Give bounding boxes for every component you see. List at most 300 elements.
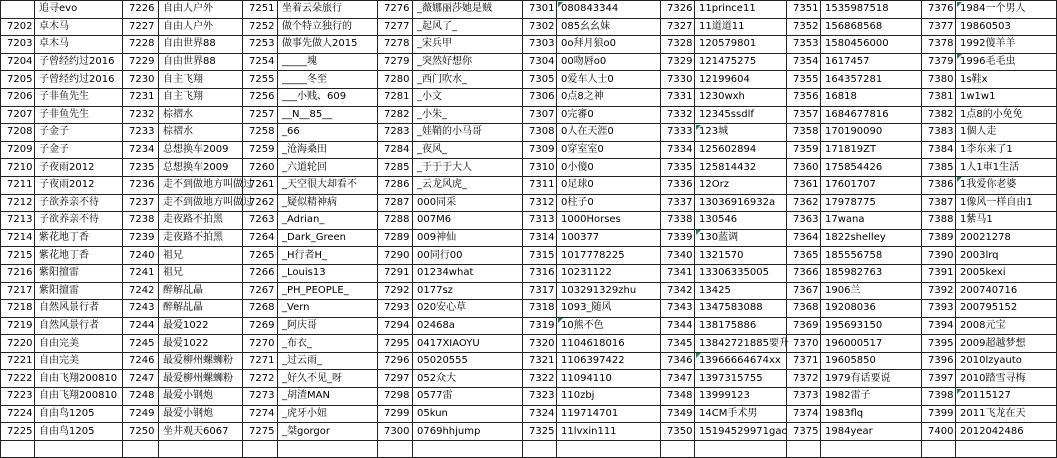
id-cell[interactable]: 7212 xyxy=(1,194,35,212)
id-cell[interactable]: 7307 xyxy=(523,106,557,124)
id-cell[interactable]: 7231 xyxy=(123,88,159,106)
username-cell[interactable]: 2010踏雪寻梅 xyxy=(956,370,1057,388)
username-cell[interactable]: 15194529971gao xyxy=(695,423,787,441)
username-cell[interactable]: 196000517 xyxy=(821,335,922,353)
username-cell[interactable]: 棕褶水 xyxy=(159,124,243,142)
username-cell[interactable]: _夜风_ xyxy=(413,141,523,159)
username-cell[interactable]: _六道轮回 xyxy=(278,159,378,177)
id-cell[interactable]: 7319 xyxy=(523,317,557,335)
id-cell[interactable]: 7280 xyxy=(378,71,413,89)
username-cell[interactable]: 紫花地丁香 xyxy=(35,229,123,247)
id-cell[interactable]: 7311 xyxy=(523,176,557,194)
username-cell[interactable]: _起风了_ xyxy=(413,18,523,36)
username-cell[interactable]: 00吻唇o0 xyxy=(557,53,661,71)
username-cell[interactable]: 185982763 xyxy=(821,264,922,282)
id-cell[interactable]: 7277 xyxy=(378,18,413,36)
id-cell[interactable]: 7313 xyxy=(523,212,557,230)
username-cell[interactable]: 1106397422 xyxy=(557,352,661,370)
id-cell[interactable]: 7248 xyxy=(123,388,159,406)
id-cell[interactable]: 7329 xyxy=(661,53,695,71)
id-cell[interactable]: 7209 xyxy=(1,141,35,159)
username-cell[interactable]: 13842721885要升 xyxy=(695,335,787,353)
id-cell[interactable]: 7214 xyxy=(1,229,35,247)
id-cell[interactable]: 7293 xyxy=(378,300,413,318)
username-cell[interactable]: 130546 xyxy=(695,212,787,230)
username-cell[interactable]: 13966664674xx xyxy=(695,352,787,370)
username-cell[interactable]: _Vern xyxy=(278,300,378,318)
username-cell[interactable]: 自由人户外 xyxy=(159,18,243,36)
id-cell[interactable] xyxy=(922,440,956,458)
id-cell[interactable]: 7240 xyxy=(123,247,159,265)
username-cell[interactable]: 0柱子0 xyxy=(557,194,661,212)
username-cell[interactable]: 16818 xyxy=(821,88,922,106)
username-cell[interactable]: 009神仙 xyxy=(413,229,523,247)
id-cell[interactable]: 7372 xyxy=(787,370,821,388)
username-cell[interactable]: 自由完美 xyxy=(35,335,123,353)
id-cell[interactable] xyxy=(378,440,413,458)
username-cell[interactable]: 1535987518 xyxy=(821,1,922,19)
username-cell[interactable]: 2003lrq xyxy=(956,247,1057,265)
id-cell[interactable]: 7281 xyxy=(378,88,413,106)
username-cell[interactable]: 走夜路不拍黑 xyxy=(159,212,243,230)
username-cell[interactable]: 1紫马1 xyxy=(956,212,1057,230)
id-cell[interactable]: 7206 xyxy=(1,88,35,106)
username-cell[interactable]: 13999123 xyxy=(695,388,787,406)
id-cell[interactable]: 7272 xyxy=(243,370,278,388)
id-cell[interactable]: 7359 xyxy=(787,141,821,159)
id-cell[interactable]: 7213 xyxy=(1,212,35,230)
username-cell[interactable]: 12199604 xyxy=(695,71,787,89)
username-cell[interactable]: 走不到做地方叫做过 xyxy=(159,176,243,194)
username-cell[interactable]: 子金子 xyxy=(35,141,123,159)
id-cell[interactable]: 7243 xyxy=(123,300,159,318)
id-cell[interactable]: 7335 xyxy=(661,159,695,177)
id-cell[interactable]: 7253 xyxy=(243,36,278,54)
id-cell[interactable]: 7296 xyxy=(378,352,413,370)
username-cell[interactable]: 10231122 xyxy=(557,264,661,282)
id-cell[interactable]: 7396 xyxy=(922,352,956,370)
id-cell[interactable]: 7395 xyxy=(922,335,956,353)
username-cell[interactable]: 紫花地丁香 xyxy=(35,247,123,265)
username-cell[interactable]: 123城 xyxy=(695,124,787,142)
username-cell[interactable]: _桀gorgor xyxy=(278,423,378,441)
username-cell[interactable] xyxy=(413,440,523,458)
username-cell[interactable]: _____塊 xyxy=(278,53,378,71)
username-cell[interactable]: _____冬至 xyxy=(278,71,378,89)
username-cell[interactable]: 自然风景行者 xyxy=(35,300,123,318)
username-cell[interactable]: 00同行00 xyxy=(413,247,523,265)
id-cell[interactable]: 7340 xyxy=(661,247,695,265)
id-cell[interactable]: 7229 xyxy=(123,53,159,71)
username-cell[interactable]: 13306335005 xyxy=(695,264,787,282)
username-cell[interactable]: 子曾经约过2016 xyxy=(35,71,123,89)
id-cell[interactable]: 7367 xyxy=(787,282,821,300)
username-cell[interactable]: 卓木马 xyxy=(35,18,123,36)
id-cell[interactable]: 7261 xyxy=(243,176,278,194)
id-cell[interactable]: 7294 xyxy=(378,317,413,335)
id-cell[interactable]: 7376 xyxy=(922,1,956,19)
username-cell[interactable]: 130蓝调 xyxy=(695,229,787,247)
username-cell[interactable]: 做个特立独行的 xyxy=(278,18,378,36)
id-cell[interactable]: 7389 xyxy=(922,229,956,247)
username-cell[interactable]: 1906兰 xyxy=(821,282,922,300)
username-cell[interactable]: _布衣_ xyxy=(278,335,378,353)
id-cell[interactable]: 7295 xyxy=(378,335,413,353)
id-cell[interactable]: 7260 xyxy=(243,159,278,177)
id-cell[interactable]: 7220 xyxy=(1,335,35,353)
id-cell[interactable]: 7284 xyxy=(378,141,413,159)
id-cell[interactable]: 7384 xyxy=(922,141,956,159)
id-cell[interactable]: 7287 xyxy=(378,194,413,212)
id-cell[interactable]: 7290 xyxy=(378,247,413,265)
username-cell[interactable]: 自由完美 xyxy=(35,352,123,370)
username-cell[interactable]: 最爱小钢炮 xyxy=(159,405,243,423)
username-cell[interactable]: 0577雷 xyxy=(413,388,523,406)
id-cell[interactable]: 7258 xyxy=(243,124,278,142)
id-cell[interactable]: 7369 xyxy=(787,317,821,335)
id-cell[interactable]: 7358 xyxy=(787,124,821,142)
id-cell[interactable]: 7302 xyxy=(523,18,557,36)
username-cell[interactable]: _娃鞘的小马哥 xyxy=(413,124,523,142)
id-cell[interactable]: 7398 xyxy=(922,388,956,406)
id-cell[interactable]: 7317 xyxy=(523,282,557,300)
username-cell[interactable]: 120579801 xyxy=(695,36,787,54)
username-cell[interactable]: 11道道11 xyxy=(695,18,787,36)
username-cell[interactable]: 1我爱你老婆 xyxy=(956,176,1057,194)
username-cell[interactable]: _虎牙小妞 xyxy=(278,405,378,423)
username-cell[interactable]: 1321570 xyxy=(695,247,787,265)
username-cell[interactable]: 紫阳擅雷 xyxy=(35,264,123,282)
id-cell[interactable]: 7341 xyxy=(661,264,695,282)
username-cell[interactable]: 1230wxh xyxy=(695,88,787,106)
id-cell[interactable]: 7249 xyxy=(123,405,159,423)
username-cell[interactable]: 1822shelley xyxy=(821,229,922,247)
id-cell[interactable]: 7331 xyxy=(661,88,695,106)
username-cell[interactable]: _宋兵甲 xyxy=(413,36,523,54)
id-cell[interactable]: 7298 xyxy=(378,388,413,406)
username-cell[interactable]: 14CM手术男 xyxy=(695,405,787,423)
id-cell[interactable] xyxy=(123,440,159,458)
id-cell[interactable]: 7315 xyxy=(523,247,557,265)
id-cell[interactable]: 7371 xyxy=(787,352,821,370)
username-cell[interactable]: 170190090 xyxy=(821,124,922,142)
username-cell[interactable]: 02468a xyxy=(413,317,523,335)
username-cell[interactable]: 0小傻0 xyxy=(557,159,661,177)
id-cell[interactable]: 7230 xyxy=(123,71,159,89)
id-cell[interactable]: 7288 xyxy=(378,212,413,230)
username-cell[interactable]: 1像风一样自由1 xyxy=(956,194,1057,212)
id-cell[interactable]: 7208 xyxy=(1,124,35,142)
id-cell[interactable]: 7390 xyxy=(922,247,956,265)
id-cell[interactable]: 7247 xyxy=(123,370,159,388)
username-cell[interactable]: _突然好想你 xyxy=(413,53,523,71)
id-cell[interactable] xyxy=(1,1,35,19)
username-cell[interactable]: 1996毛毛虫 xyxy=(956,53,1057,71)
username-cell[interactable]: 子曾经约过2016 xyxy=(35,53,123,71)
username-cell[interactable]: 0417XIAOYU xyxy=(413,335,523,353)
id-cell[interactable]: 7241 xyxy=(123,264,159,282)
username-cell[interactable]: 祖兄 xyxy=(159,264,243,282)
id-cell[interactable]: 7301 xyxy=(523,1,557,19)
username-cell[interactable]: 0穿室室0 xyxy=(557,141,661,159)
username-cell[interactable]: _Louis13 xyxy=(278,264,378,282)
username-cell[interactable]: 走不到做地方叫做过 xyxy=(159,194,243,212)
username-cell[interactable] xyxy=(557,440,661,458)
id-cell[interactable]: 7316 xyxy=(523,264,557,282)
id-cell[interactable]: 7204 xyxy=(1,53,35,71)
username-cell[interactable]: 1000Horses xyxy=(557,212,661,230)
username-cell[interactable]: 13036916932a xyxy=(695,194,787,212)
username-cell[interactable]: 13425 xyxy=(695,282,787,300)
id-cell[interactable]: 7385 xyxy=(922,159,956,177)
id-cell[interactable]: 7330 xyxy=(661,71,695,89)
username-cell[interactable]: 子夜雨2012 xyxy=(35,176,123,194)
id-cell[interactable]: 7278 xyxy=(378,36,413,54)
username-cell[interactable]: 总想换车2009 xyxy=(159,141,243,159)
username-cell[interactable]: 007M6 xyxy=(413,212,523,230)
username-cell[interactable]: 1347583088 xyxy=(695,300,787,318)
id-cell[interactable]: 7211 xyxy=(1,176,35,194)
username-cell[interactable]: 做事先做人2015 xyxy=(278,36,378,54)
id-cell[interactable]: 7207 xyxy=(1,106,35,124)
username-cell[interactable]: 自由鸟1205 xyxy=(35,405,123,423)
username-cell[interactable]: 自由飞翔200810 xyxy=(35,388,123,406)
username-cell[interactable]: _PH_PEOPLE_ xyxy=(278,282,378,300)
id-cell[interactable]: 7352 xyxy=(787,18,821,36)
id-cell[interactable] xyxy=(787,440,821,458)
username-cell[interactable]: 05kun xyxy=(413,405,523,423)
username-cell[interactable]: _于于于大人 xyxy=(413,159,523,177)
id-cell[interactable]: 7360 xyxy=(787,159,821,177)
username-cell[interactable] xyxy=(695,440,787,458)
username-cell[interactable]: 1580456000 xyxy=(821,36,922,54)
id-cell[interactable]: 7292 xyxy=(378,282,413,300)
username-cell[interactable]: 12345ssdlf xyxy=(695,106,787,124)
id-cell[interactable]: 7373 xyxy=(787,388,821,406)
id-cell[interactable]: 7238 xyxy=(123,212,159,230)
id-cell[interactable]: 7244 xyxy=(123,317,159,335)
username-cell[interactable]: 200795152 xyxy=(956,300,1057,318)
id-cell[interactable]: 7226 xyxy=(123,1,159,19)
id-cell[interactable]: 7321 xyxy=(523,352,557,370)
username-cell[interactable]: _Dark_Green xyxy=(278,229,378,247)
username-cell[interactable]: 17601707 xyxy=(821,176,922,194)
username-cell[interactable]: _过云雨_ xyxy=(278,352,378,370)
username-cell[interactable]: 走夜路不拍黑 xyxy=(159,229,243,247)
username-cell[interactable]: _天空很大却看不 xyxy=(278,176,378,194)
id-cell[interactable]: 7309 xyxy=(523,141,557,159)
username-cell[interactable]: 17978775 xyxy=(821,194,922,212)
id-cell[interactable]: 7378 xyxy=(922,36,956,54)
username-cell[interactable]: 子欲养亲不待 xyxy=(35,194,123,212)
username-cell[interactable]: 138175886 xyxy=(695,317,787,335)
id-cell[interactable]: 7303 xyxy=(523,36,557,54)
id-cell[interactable]: 7350 xyxy=(661,423,695,441)
username-cell[interactable]: 1397315755 xyxy=(695,370,787,388)
id-cell[interactable]: 7400 xyxy=(922,423,956,441)
username-cell[interactable]: 1984year xyxy=(821,423,922,441)
id-cell[interactable] xyxy=(243,440,278,458)
username-cell[interactable]: 125814432 xyxy=(695,159,787,177)
id-cell[interactable]: 7368 xyxy=(787,300,821,318)
id-cell[interactable]: 7387 xyxy=(922,194,956,212)
username-cell[interactable]: 子非鱼先生 xyxy=(35,106,123,124)
username-cell[interactable]: 19208036 xyxy=(821,300,922,318)
id-cell[interactable]: 7268 xyxy=(243,300,278,318)
username-cell[interactable]: 171819ZT xyxy=(821,141,922,159)
id-cell[interactable]: 7336 xyxy=(661,176,695,194)
id-cell[interactable]: 7264 xyxy=(243,229,278,247)
id-cell[interactable]: 7397 xyxy=(922,370,956,388)
id-cell[interactable]: 7263 xyxy=(243,212,278,230)
username-cell[interactable]: 2010lzyauto xyxy=(956,352,1057,370)
id-cell[interactable]: 7304 xyxy=(523,53,557,71)
username-cell[interactable]: 164357281 xyxy=(821,71,922,89)
username-cell[interactable]: 01234what xyxy=(413,264,523,282)
id-cell[interactable]: 7245 xyxy=(123,335,159,353)
username-cell[interactable]: 125602894 xyxy=(695,141,787,159)
id-cell[interactable]: 7322 xyxy=(523,370,557,388)
id-cell[interactable]: 7282 xyxy=(378,106,413,124)
id-cell[interactable]: 7270 xyxy=(243,335,278,353)
id-cell[interactable]: 7202 xyxy=(1,18,35,36)
username-cell[interactable]: 自主飞翔 xyxy=(159,71,243,89)
id-cell[interactable]: 7236 xyxy=(123,176,159,194)
username-cell[interactable]: 2011飞龙在天 xyxy=(956,405,1057,423)
username-cell[interactable]: 2008元宝 xyxy=(956,317,1057,335)
id-cell[interactable]: 7379 xyxy=(922,53,956,71)
username-cell[interactable]: 最爱1022 xyxy=(159,317,243,335)
id-cell[interactable]: 7218 xyxy=(1,300,35,318)
username-cell[interactable]: 080843344 xyxy=(557,1,661,19)
id-cell[interactable]: 7228 xyxy=(123,36,159,54)
id-cell[interactable]: 7325 xyxy=(523,423,557,441)
username-cell[interactable]: 0点8之神 xyxy=(557,88,661,106)
id-cell[interactable]: 7285 xyxy=(378,159,413,177)
username-cell[interactable]: 1979有话要说 xyxy=(821,370,922,388)
username-cell[interactable]: 085幺幺妹 xyxy=(557,18,661,36)
id-cell[interactable]: 7223 xyxy=(1,388,35,406)
username-cell[interactable]: 0完審0 xyxy=(557,106,661,124)
id-cell[interactable]: 7351 xyxy=(787,1,821,19)
id-cell[interactable]: 7267 xyxy=(243,282,278,300)
id-cell[interactable]: 7328 xyxy=(661,36,695,54)
username-cell[interactable]: 000同采 xyxy=(413,194,523,212)
id-cell[interactable]: 7283 xyxy=(378,124,413,142)
id-cell[interactable]: 7364 xyxy=(787,229,821,247)
username-cell[interactable]: 19860503 xyxy=(956,18,1057,36)
username-cell[interactable]: 1982雷子 xyxy=(821,388,922,406)
username-cell[interactable]: 醉解乩瞐 xyxy=(159,282,243,300)
id-cell[interactable]: 7259 xyxy=(243,141,278,159)
username-cell[interactable]: _66 xyxy=(278,124,378,142)
username-cell[interactable]: 11prince11 xyxy=(695,1,787,19)
id-cell[interactable]: 7299 xyxy=(378,405,413,423)
id-cell[interactable]: 7348 xyxy=(661,388,695,406)
id-cell[interactable]: 7225 xyxy=(1,423,35,441)
username-cell[interactable]: 20115127 xyxy=(956,388,1057,406)
username-cell[interactable]: 1李东来了1 xyxy=(956,141,1057,159)
id-cell[interactable]: 7265 xyxy=(243,247,278,265)
id-cell[interactable] xyxy=(1,440,35,458)
username-cell[interactable]: 020安心草 xyxy=(413,300,523,318)
username-cell[interactable]: 祖兄 xyxy=(159,247,243,265)
id-cell[interactable]: 7374 xyxy=(787,405,821,423)
username-cell[interactable]: 10熊不色 xyxy=(557,317,661,335)
id-cell[interactable]: 7382 xyxy=(922,106,956,124)
username-cell[interactable]: 1617457 xyxy=(821,53,922,71)
username-cell[interactable]: _小文 xyxy=(413,88,523,106)
username-cell[interactable]: 1点8的小免免 xyxy=(956,106,1057,124)
id-cell[interactable]: 7275 xyxy=(243,423,278,441)
id-cell[interactable]: 7347 xyxy=(661,370,695,388)
id-cell[interactable]: 7324 xyxy=(523,405,557,423)
username-cell[interactable]: 110zbj xyxy=(557,388,661,406)
id-cell[interactable]: 7381 xyxy=(922,88,956,106)
id-cell[interactable]: 7257 xyxy=(243,106,278,124)
id-cell[interactable]: 7242 xyxy=(123,282,159,300)
username-cell[interactable]: _Adrian_ xyxy=(278,212,378,230)
id-cell[interactable]: 7349 xyxy=(661,405,695,423)
id-cell[interactable]: 7219 xyxy=(1,317,35,335)
username-cell[interactable]: 195693150 xyxy=(821,317,922,335)
id-cell[interactable]: 7361 xyxy=(787,176,821,194)
username-cell[interactable]: 最爱柳州螺蛳粉 xyxy=(159,370,243,388)
id-cell[interactable]: 7233 xyxy=(123,124,159,142)
username-cell[interactable]: 紫阳擅雷 xyxy=(35,282,123,300)
id-cell[interactable]: 7216 xyxy=(1,264,35,282)
id-cell[interactable]: 7388 xyxy=(922,212,956,230)
username-cell[interactable] xyxy=(35,440,123,458)
id-cell[interactable]: 7273 xyxy=(243,388,278,406)
username-cell[interactable]: _阿庆哥 xyxy=(278,317,378,335)
id-cell[interactable]: 7262 xyxy=(243,194,278,212)
username-cell[interactable]: 2009超越梦想 xyxy=(956,335,1057,353)
id-cell[interactable]: 7271 xyxy=(243,352,278,370)
id-cell[interactable]: 7343 xyxy=(661,300,695,318)
username-cell[interactable]: _H行者H_ xyxy=(278,247,378,265)
id-cell[interactable]: 7391 xyxy=(922,264,956,282)
id-cell[interactable]: 7256 xyxy=(243,88,278,106)
username-cell[interactable]: 121475275 xyxy=(695,53,787,71)
id-cell[interactable]: 7239 xyxy=(123,229,159,247)
id-cell[interactable]: 7383 xyxy=(922,124,956,142)
username-cell[interactable]: 0177sz xyxy=(413,282,523,300)
username-cell[interactable]: 最爱1022 xyxy=(159,335,243,353)
username-cell[interactable]: _薇娜丽莎她是贼 xyxy=(413,1,523,19)
id-cell[interactable]: 7251 xyxy=(243,1,278,19)
id-cell[interactable]: 7286 xyxy=(378,176,413,194)
username-cell[interactable]: 总想换车2009 xyxy=(159,159,243,177)
id-cell[interactable]: 7252 xyxy=(243,18,278,36)
username-cell[interactable]: 子欲养亲不待 xyxy=(35,212,123,230)
id-cell[interactable]: 7255 xyxy=(243,71,278,89)
id-cell[interactable]: 7337 xyxy=(661,194,695,212)
username-cell[interactable]: 156868568 xyxy=(821,18,922,36)
username-cell[interactable]: 1s鞋x xyxy=(956,71,1057,89)
id-cell[interactable]: 7366 xyxy=(787,264,821,282)
username-cell[interactable]: 最爱小钢炮 xyxy=(159,388,243,406)
id-cell[interactable]: 7222 xyxy=(1,370,35,388)
id-cell[interactable]: 7215 xyxy=(1,247,35,265)
username-cell[interactable]: 052众大 xyxy=(413,370,523,388)
id-cell[interactable]: 7234 xyxy=(123,141,159,159)
username-cell[interactable]: 醉解乩瞐 xyxy=(159,300,243,318)
username-cell[interactable]: 1017778225 xyxy=(557,247,661,265)
id-cell[interactable]: 7338 xyxy=(661,212,695,230)
username-cell[interactable]: 0爱车人士0 xyxy=(557,71,661,89)
id-cell[interactable]: 7380 xyxy=(922,71,956,89)
